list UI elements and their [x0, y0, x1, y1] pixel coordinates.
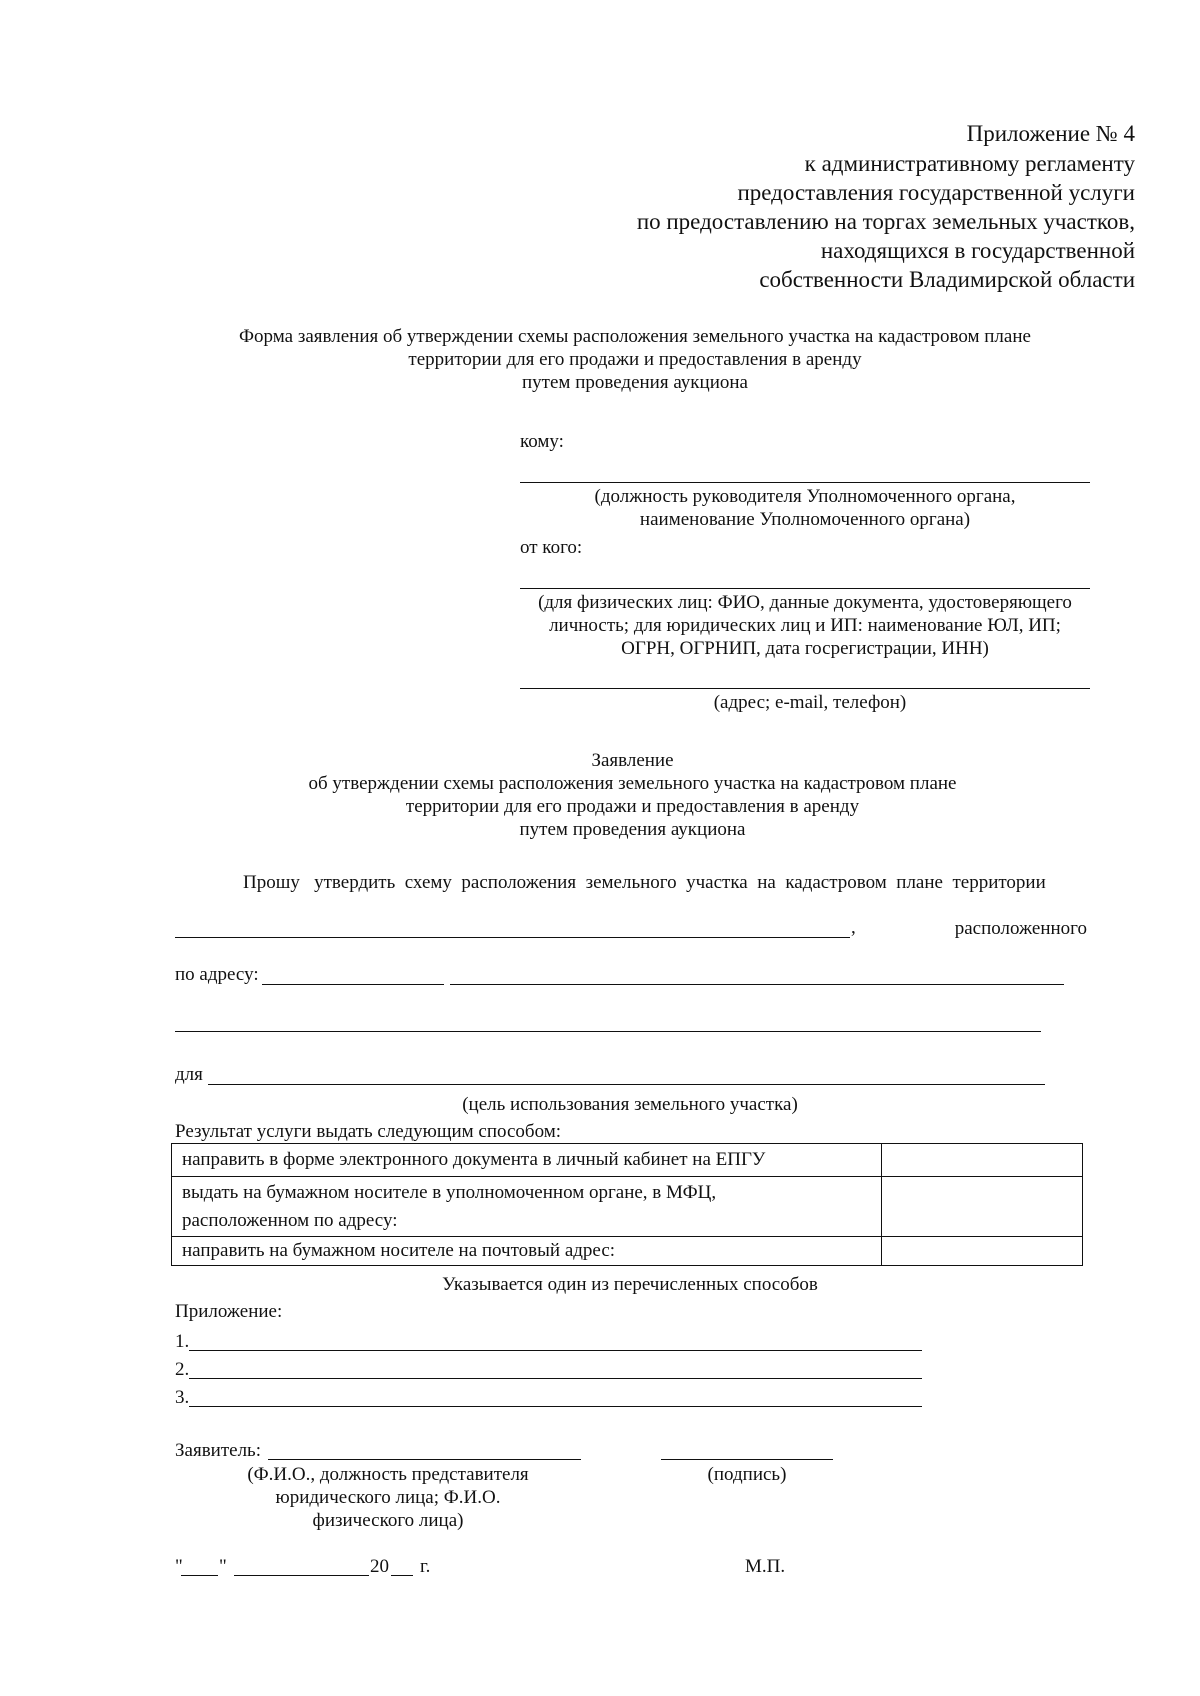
- date-quote-close: ": [219, 1556, 227, 1577]
- applicant-name-line[interactable]: [268, 1459, 581, 1460]
- method-row: [172, 1237, 1083, 1266]
- result-label: Результат услуги выдать следующим способом:: [175, 1121, 562, 1142]
- method-label: [172, 1144, 882, 1177]
- date-quote-open: ": [175, 1556, 183, 1577]
- contact-hint: (адрес; e-mail, телефон): [713, 692, 907, 713]
- method-row: [172, 1144, 1083, 1177]
- statement-line-2: территории для его продажи и предоставления в аренду: [405, 796, 860, 817]
- territory-comma: ,: [851, 917, 856, 938]
- seal-label: М.П.: [745, 1556, 786, 1577]
- from-line[interactable]: [520, 588, 1090, 589]
- address-line-a[interactable]: [262, 984, 444, 985]
- method-row: [172, 1177, 1083, 1237]
- method-label: [172, 1237, 882, 1266]
- attachment-number: 2.: [175, 1359, 190, 1380]
- purpose-hint: (цель использования земельного участка): [462, 1094, 798, 1115]
- methods-note: Указывается один из перечисленных способов: [442, 1274, 818, 1295]
- applicant-label: Заявитель:: [175, 1440, 261, 1461]
- date-day-line[interactable]: [181, 1575, 218, 1576]
- from-hint-line-2: личность; для юридических лиц и ИП: наименование ЮЛ, ИП;: [549, 615, 1061, 636]
- signature-hint: (подпись): [707, 1464, 787, 1485]
- attachment-line[interactable]: [189, 1350, 922, 1351]
- appendix-line-2: к административному регламенту: [804, 151, 1135, 176]
- address-line-c[interactable]: [175, 1031, 1041, 1032]
- attachment-number: 1.: [175, 1331, 190, 1352]
- address-label: по адресу:: [175, 964, 259, 985]
- form-title-line-2: территории для его продажи и предоставления в аренду: [408, 349, 862, 370]
- date-year-line[interactable]: [391, 1575, 413, 1576]
- name-hint-line-3: физического лица): [312, 1510, 464, 1531]
- method-choice-box[interactable]: [882, 1237, 1083, 1266]
- to-line[interactable]: [520, 482, 1090, 483]
- date-year-prefix: 20: [370, 1556, 389, 1577]
- from-label: от кого:: [520, 537, 583, 558]
- to-hint-line-2: наименование Уполномоченного органа): [639, 509, 971, 530]
- attachment-number: 3.: [175, 1387, 190, 1408]
- address-line-b[interactable]: [450, 984, 1064, 985]
- territory-line[interactable]: [175, 937, 850, 938]
- appendix-line-3: предоставления государственной услуги: [737, 180, 1135, 205]
- signature-line[interactable]: [661, 1459, 833, 1460]
- appendix-line-5: находящихся в государственной: [820, 238, 1135, 263]
- attachment-line[interactable]: [189, 1406, 922, 1407]
- statement-line-3: путем проведения аукциона: [519, 819, 746, 840]
- method-label: [172, 1177, 882, 1237]
- attachment-line[interactable]: [189, 1378, 922, 1379]
- method-label-text: направить на бумажном носителе на почтовый адрес:: [182, 1240, 616, 1261]
- form-title-line-3: путем проведения аукциона: [522, 372, 748, 393]
- method-label-text-2: расположенном по адресу:: [182, 1209, 398, 1231]
- appendix-line-6: собственности Владимирской области: [759, 267, 1135, 292]
- method-label-text: выдать на бумажном носителе в уполномоченном органе, в МФЦ,: [182, 1181, 717, 1203]
- attachments-label: Приложение:: [175, 1301, 283, 1322]
- contact-line[interactable]: [520, 688, 1090, 689]
- method-choice-box[interactable]: [882, 1144, 1083, 1177]
- date-year-suffix: г.: [420, 1556, 431, 1577]
- for-label: для: [175, 1064, 203, 1085]
- statement-title: Заявление: [591, 750, 674, 771]
- located-label: расположенного: [954, 918, 1087, 939]
- method-choice-box[interactable]: [882, 1177, 1083, 1237]
- from-hint-line-1: (для физических лиц: ФИО, данные документа, удостоверяющего: [538, 592, 1072, 613]
- purpose-line[interactable]: [208, 1084, 1045, 1085]
- appendix-number: Приложение № 4: [966, 121, 1135, 146]
- name-hint-line-2: юридического лица; Ф.И.О.: [275, 1487, 501, 1508]
- to-hint-line-1: (должность руководителя Уполномоченного органа,: [594, 486, 1016, 507]
- date-month-line[interactable]: [234, 1575, 369, 1576]
- to-label: кому:: [520, 431, 564, 452]
- name-hint-line-1: (Ф.И.О., должность представителя: [247, 1464, 529, 1485]
- from-hint-line-3: ОГРН, ОГРНИП, дата госрегистрации, ИНН): [621, 638, 989, 659]
- appendix-line-4: по предоставлению на торгах земельных участков,: [636, 209, 1135, 234]
- request-text: Прошу утвердить схему расположения земельного участка на кадастровом плане территории: [243, 872, 1046, 893]
- delivery-method-table: [171, 1143, 1083, 1266]
- form-title-line-1: Форма заявления об утверждении схемы расположения земельного участка на кадастровом плане: [239, 326, 1031, 347]
- method-label-text: направить в форме электронного документа в личный кабинет на ЕПГУ: [182, 1149, 766, 1170]
- statement-line-1: об утверждении схемы расположения земельного участка на кадастровом плане: [308, 773, 957, 794]
